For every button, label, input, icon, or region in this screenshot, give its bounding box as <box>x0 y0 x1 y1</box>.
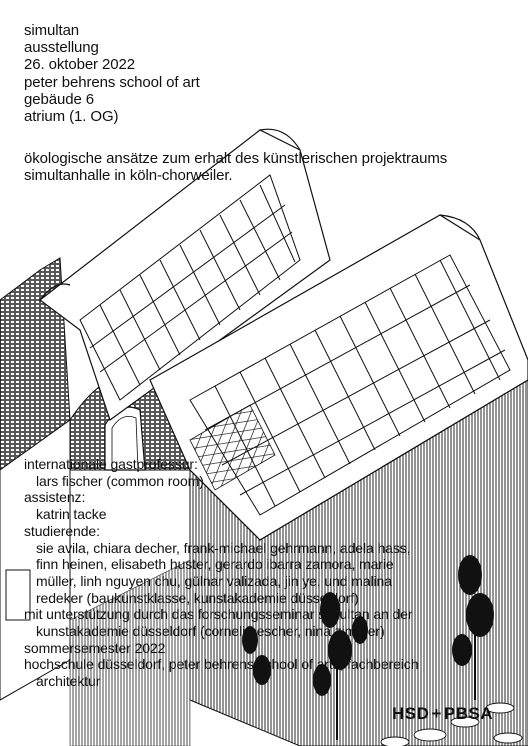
credit-assistant: katrin tacke <box>36 506 107 523</box>
plus-sign: + <box>431 704 442 723</box>
header-line-school: peter behrens school of art <box>24 73 200 91</box>
header-line-building: gebäude 6 <box>24 90 95 108</box>
credit-students-1: sie avila, chiara decher, frank-michael gehrmann, adela hass, <box>36 539 411 556</box>
credits-block <box>24 456 418 690</box>
hsd-logo: HSD <box>392 704 430 723</box>
credit-label-assistant: assistenz: <box>24 489 86 506</box>
credit-students-2: finn heinen, elisabeth huster, gerardo ibarra zamora, marie <box>36 556 394 573</box>
credit-support-1: mit unterstützung durch das forschungsseminar simultan an der <box>24 606 413 623</box>
header-line-title: simultan <box>24 22 80 39</box>
header-line-room: atrium (1. OG) <box>24 108 119 126</box>
credit-label-professor: internationale gastprofessur: <box>24 456 198 472</box>
header-line-date: 26. oktober 2022 <box>24 56 135 74</box>
pbsa-logo: PBSA <box>443 704 494 723</box>
credit-label-students: studierende: <box>24 522 100 539</box>
credit-institution-2: architektur <box>36 673 101 690</box>
header-line-type: ausstellung <box>24 39 99 57</box>
subtitle-line-2: simultanhalle in köln-chorweiler. <box>24 167 233 185</box>
institution-logos <box>392 704 493 724</box>
credit-semester: sommersemester 2022 <box>24 639 166 656</box>
credit-institution-1: hochschule düsseldorf, peter behrens school of arts, fachbereich <box>24 656 419 673</box>
subtitle-line-1: ökologische ansätze zum erhalt des künstlerischen projektraums <box>24 150 448 167</box>
credit-students-3: müller, linh nguyen chu, gülnar valizada, jin ye, und malina <box>36 572 392 589</box>
exhibition-subtitle <box>24 150 447 184</box>
exhibition-header <box>24 22 200 125</box>
credit-students-4: redeker (baukunstklasse, kunstakademie düsseldorf) <box>36 589 359 606</box>
credit-professor: lars fischer (common room) <box>36 472 204 489</box>
credit-support-2: kunstakademie düsseldorf (cornelia escher, nina zimmer) <box>36 623 385 640</box>
